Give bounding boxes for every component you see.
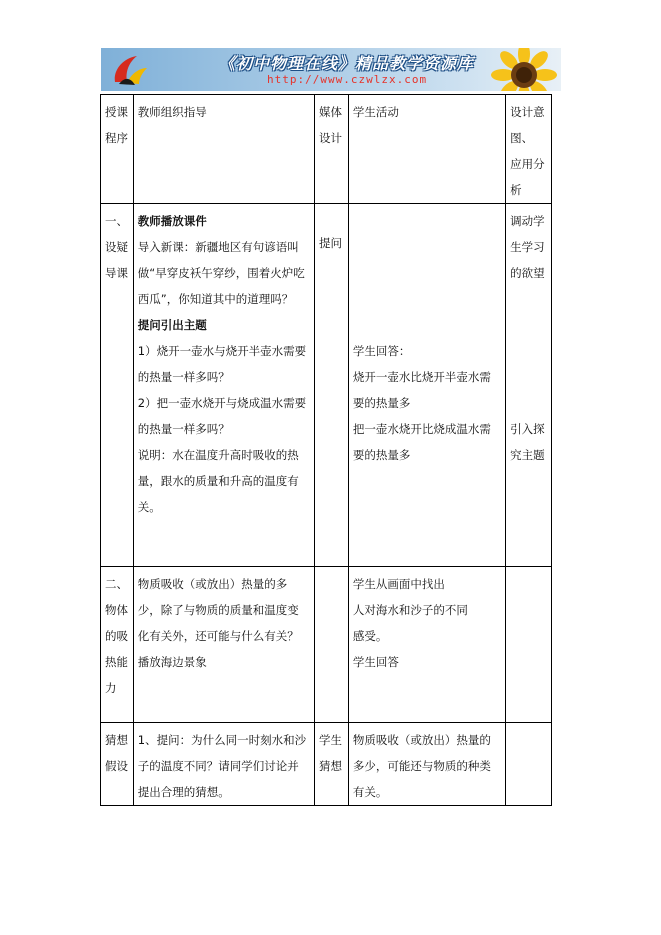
- program-cell: 一、 设疑 导课: [101, 204, 134, 567]
- banner-title: 《初中物理在线》精品教学资源库: [219, 54, 475, 73]
- sunflower-icon: [489, 48, 559, 91]
- header-student: 学生活动: [348, 95, 505, 204]
- purpose-cell: [506, 723, 552, 806]
- program-cell: 二、 物体 的吸 热能 力: [101, 567, 134, 723]
- media-cell: 提问: [315, 204, 349, 567]
- table-row: [101, 204, 552, 567]
- media-cell: 学生 猜想: [315, 723, 349, 806]
- table-row: [101, 723, 552, 806]
- program-cell: 猜想 假设: [101, 723, 134, 806]
- logo-icon: [109, 52, 149, 87]
- purpose-cell: 调动学 生学习 的欲望 引入探 究主题: [506, 204, 552, 567]
- teacher-cell: 1、提问：为什么同一时刻水和沙子的温度不同？请同学们讨论并提出合理的猜想。: [133, 723, 314, 806]
- teacher-cell: 教师播放课件 导入新课：新疆地区有句谚语叫做“早穿皮袄午穿纱，围着火炉吃西瓜”，你知道其中的道理吗？ 提问引出主题 1）烧开一壶水与烧开半壶水需要的热量一样多吗？ 2）把一壶水烧开与烧成温水需要的热量一样多吗？ 说明：水在温度升高时吸收的热量，跟水的质量和升高的温度有关。: [133, 204, 314, 567]
- header-purpose: 设计意 图、 应用分 析: [506, 95, 552, 204]
- table-header-row: [101, 95, 552, 204]
- student-cell: 物质吸收（或放出）热量的多少，可能还与物质的种类有关。: [348, 723, 505, 806]
- banner-url[interactable]: http://www.czwlzx.com: [267, 73, 428, 86]
- purpose-cell: [506, 567, 552, 723]
- student-cell: 学生从画面中找出 人对海水和沙子的不同 感受。 学生回答: [348, 567, 505, 723]
- header-teacher: 教师组织指导: [133, 95, 314, 204]
- header-program: 授课 程序: [101, 95, 134, 204]
- header-media: 媒体 设计: [315, 95, 349, 204]
- header-banner: [101, 48, 561, 91]
- table-row: [101, 567, 552, 723]
- lesson-plan-table: [100, 94, 552, 806]
- media-cell: [315, 567, 349, 723]
- teacher-cell: 物质吸收（或放出）热量的多少，除了与物质的质量和温度变化有关外，还可能与什么有关？ 播放海边景象: [133, 567, 314, 723]
- student-cell: 学生回答： 烧开一壶水比烧开半壶水需要的热量多 把一壶水烧开比烧成温水需要的热量多: [348, 204, 505, 567]
